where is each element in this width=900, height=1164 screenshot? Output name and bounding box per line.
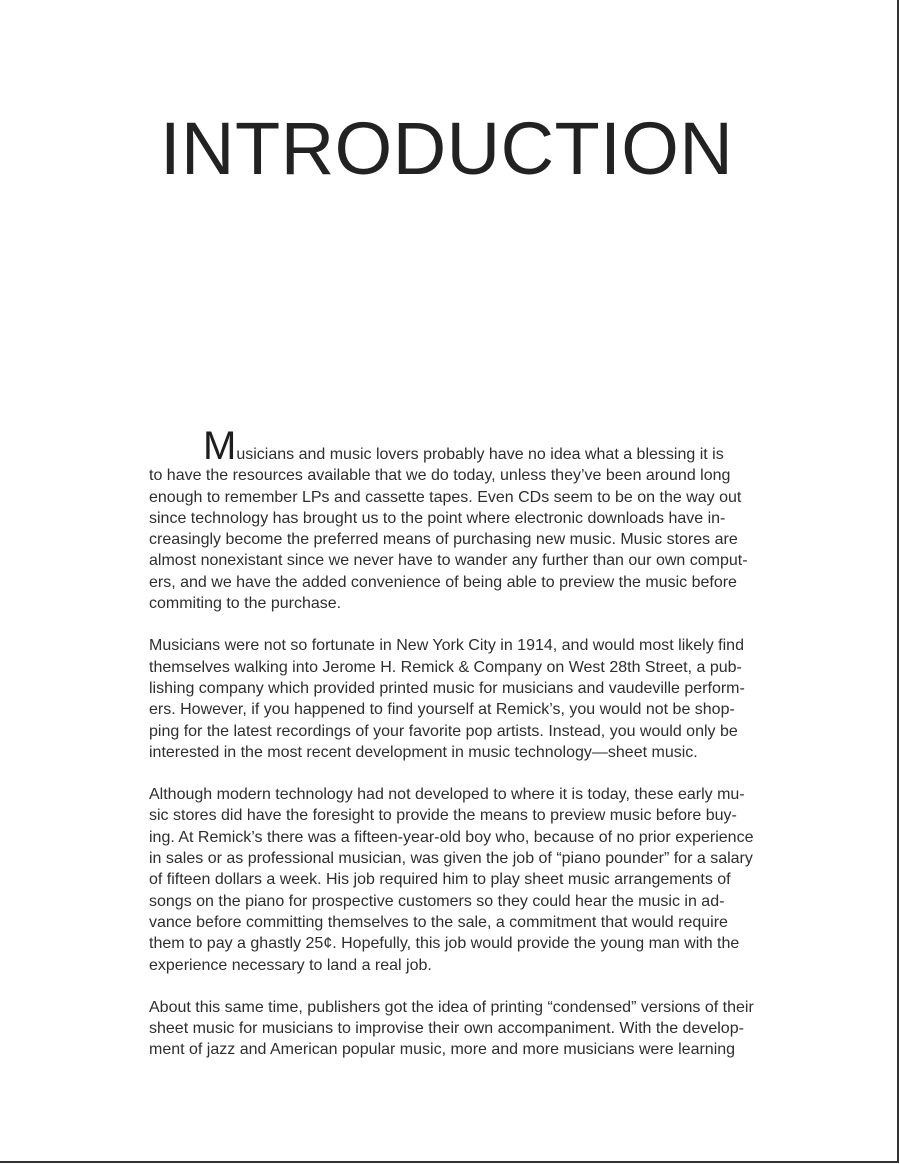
page-title: INTRODUCTION — [160, 107, 734, 190]
text-line: themselves walking into Jerome H. Remick & Company on West 28th Street, a pub- — [149, 658, 742, 676]
text-line: almost nonexistant since we never have to wander any further than our own comput- — [149, 552, 748, 570]
text-line: ping for the latest recordings of your favorite pop artists. Instead, you would only be — [149, 722, 738, 740]
text-line: songs on the piano for prospective customers so they could hear the music in ad- — [149, 892, 725, 910]
text-line: them to pay a ghastly 25¢. Hopefully, this job would provide the young man with the — [149, 935, 740, 953]
text-line: ers, and we have the added convenience of being able to preview the music before — [149, 573, 737, 591]
text-line: to have the resources available that we do today, unless they’ve been around long — [149, 467, 731, 485]
text-line: vance before committing themselves to the sale, a commitment that would require — [149, 913, 728, 931]
text-line: Musicians were not so fortunate in New York City in 1914, and would most likely find — [149, 637, 744, 655]
text-line: creasingly become the preferred means of purchasing new music. Music stores are — [149, 531, 738, 549]
text-line: commiting to the purchase. — [149, 595, 342, 613]
text-line: About this same time, publishers got the idea of printing “condensed” versions of their — [149, 998, 754, 1016]
text-line: since technology has brought us to the point where electronic downloads have in- — [149, 509, 726, 527]
text-line: Musicians and music lovers probably have no idea what a blessing it is — [203, 424, 724, 468]
paragraph-1 — [149, 424, 821, 614]
paragraph-2 — [149, 635, 821, 763]
text-line: ment of jazz and American popular music, more and more musicians were learning — [149, 1041, 736, 1059]
text-line: lishing company which provided printed music for musicians and vaudeville perform- — [149, 679, 745, 697]
paragraph-3 — [149, 784, 821, 976]
drop-cap: M — [203, 424, 237, 468]
text-line: enough to remember LPs and cassette tapes. Even CDs seem to be on the way out — [149, 488, 742, 506]
text-line: ing. At Remick’s there was a fifteen-year-old boy who, because of no prior experience — [149, 828, 754, 846]
text-line: experience necessary to land a real job. — [149, 956, 432, 974]
text-line: Although modern technology had not developed to where it is today, these early mu- — [149, 786, 745, 804]
text-line: sheet music for musicians to improvise their own accompaniment. With the develop- — [149, 1020, 744, 1038]
text-line: ers. However, if you happened to find yourself at Remick’s, you would not be shop- — [149, 701, 735, 719]
text-line: of fifteen dollars a week. His job required him to play sheet music arrangements of — [149, 871, 731, 889]
text-line: in sales or as professional musician, was given the job of “piano pounder” for a salary — [149, 850, 753, 868]
paragraph-4 — [149, 997, 821, 1061]
body-text — [149, 424, 821, 1082]
text-line: sic stores did have the foresight to provide the means to preview music before buy- — [149, 807, 737, 825]
text-line: interested in the most recent development in music technology—sheet music. — [149, 743, 698, 761]
